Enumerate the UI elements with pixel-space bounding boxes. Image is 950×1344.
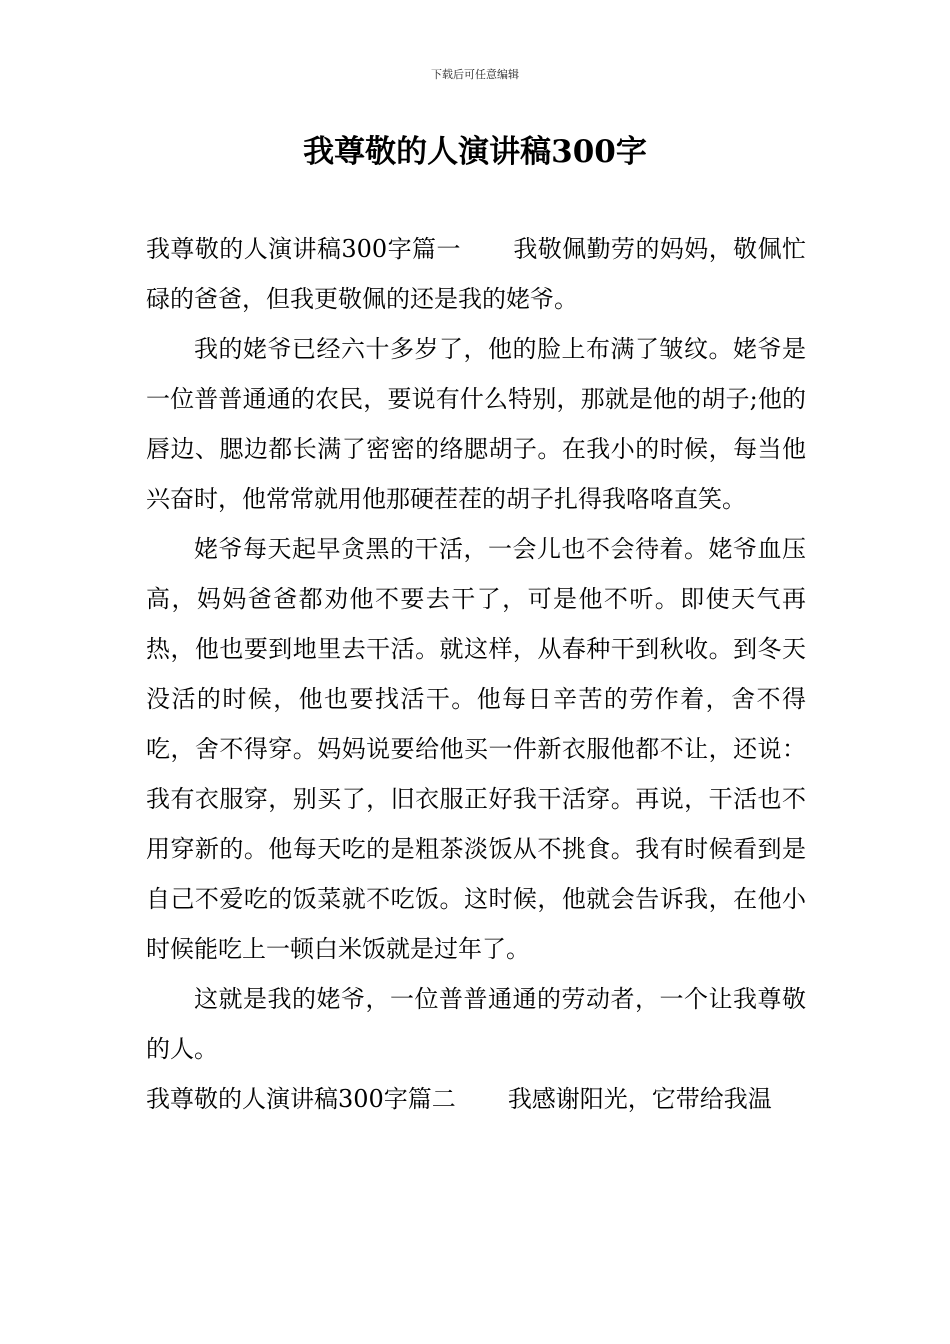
section-heading-2: 我尊敬的人演讲稿300字篇二 [146,1085,456,1113]
section-heading-1: 我尊敬的人演讲稿300字篇一 [146,235,461,263]
document-body [146,224,806,1124]
paragraph-2: 我的姥爷已经六十多岁了，他的脸上布满了皱纹。姥爷是一位普普通通的农民，要说有什么特别，那就是他的胡子;他的唇边、腮边都长满了密密的络腮胡子。在我小的时候，每当他兴奋时，他常常就用他那硬茬茬的胡子扎得我咯咯直笑。 [146,335,806,513]
paragraph-5-text: 我感谢阳光，它带给我温 [507,1085,772,1113]
document-title: 我尊敬的人演讲稿300字 [303,134,647,170]
paragraph-1-text: 我敬佩勤劳的妈妈，敬佩忙碌的爸爸，但我更敬佩的还是我的姥爷。 [146,235,806,313]
paragraph-4: 这就是我的姥爷，一位普普通通的劳动者，一个让我尊敬的人。 [146,985,806,1063]
header-note: 下载后可任意编辑 [431,68,519,81]
paragraph-3: 姥爷每天起早贪黑的干活，一会儿也不会待着。姥爷血压高，妈妈爸爸都劝他不要去干了，可是他不听。即使天气再热，他也要到地里去干活。就这样，从春种干到秋收。到冬天没活的时候，他也要找活干。他每日辛苦的劳作着，舍不得吃，舍不得穿。妈妈说要给他买一件新衣服他都不让，还说：我有衣服穿，别买了，旧衣服正好我干活穿。再说，干活也不用穿新的。他每天吃的是粗茶淡饭从不挑食。我有时候看到是自己不爱吃的饭菜就不吃饭。这时候，他就会告诉我，在他小时候能吃上一顿白米饭就是过年了。 [146,535,806,963]
paragraph-5 [146,1074,806,1124]
paragraph-1 [146,224,806,324]
